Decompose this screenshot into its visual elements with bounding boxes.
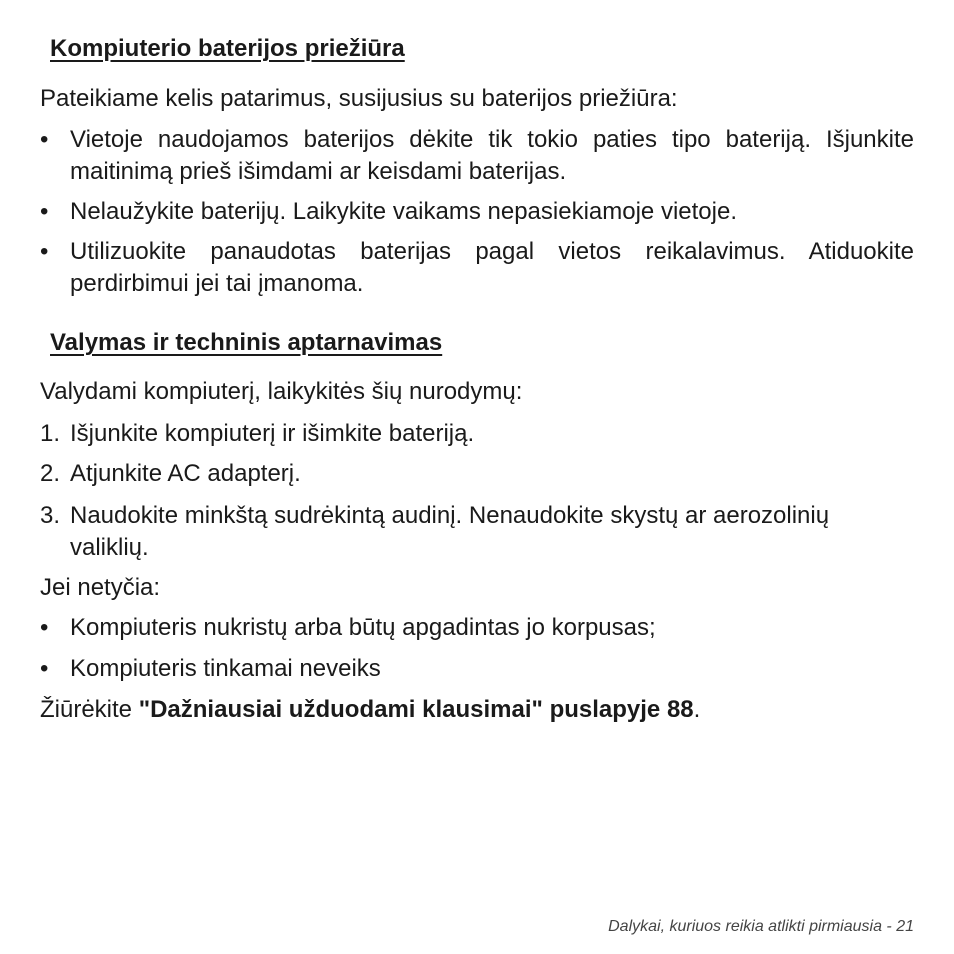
bullet-marker: • — [40, 655, 49, 682]
list-item-text: Nelaužykite baterijų. Laikykite vaikams nepasiekiamoje vietoje. — [70, 198, 737, 225]
battery-intro: Pateikiame kelis patarimus, susijusius su baterijos priežiūra: — [40, 85, 678, 112]
see-prefix: Žiūrėkite — [40, 696, 139, 723]
list-item-text: Atjunkite AC adapterį. — [70, 460, 301, 487]
list-item — [40, 500, 914, 564]
section-heading-cleaning: Valymas ir techninis aptarnavimas — [50, 329, 443, 356]
list-item — [40, 196, 914, 228]
list-item-text: Vietoje naudojamos baterijos dėkite tik tokio paties tipo bateriją. Išjunkite maitinimą prieš išimdami ar keisdami baterijas. — [70, 126, 914, 185]
bullet-marker: • — [40, 238, 49, 265]
page-footer: Dalykai, kuriuos reikia atlikti pirmiausia - 21 — [608, 918, 914, 935]
list-item-text: Kompiuteris tinkamai neveiks — [70, 655, 381, 682]
cleaning-intro: Valydami kompiuterį, laikykitės šių nurodymų: — [40, 378, 523, 405]
step-number: 1. — [40, 420, 61, 447]
faq-link[interactable]: "Dažniausiai užduodami klausimai" puslapyje 88 — [138, 696, 694, 723]
list-item — [40, 612, 914, 644]
list-item — [40, 236, 914, 300]
step-number: 2. — [40, 460, 61, 487]
list-item-text: Utilizuokite panaudotas baterijas pagal vietos reikalavimus. Atiduokite perdirbimui jei tai įmanoma. — [70, 238, 914, 297]
list-item — [40, 418, 914, 450]
list-item — [40, 124, 914, 188]
bullet-marker: • — [40, 614, 49, 641]
step-number: 3. — [40, 502, 61, 529]
section-heading-battery-care: Kompiuterio baterijos priežiūra — [50, 35, 405, 62]
see-reference — [40, 694, 914, 726]
bullet-marker: • — [40, 198, 49, 225]
if-accident-text: Jei netyčia: — [40, 574, 161, 601]
list-item-text: Naudokite minkštą sudrėkintą audinį. Nenaudokite skystų ar aerozolinių valiklių. — [70, 502, 830, 561]
see-suffix: . — [693, 696, 701, 723]
bullet-marker: • — [40, 126, 49, 153]
list-item-text: Kompiuteris nukristų arba būtų apgadintas jo korpusas; — [70, 614, 656, 641]
list-item-text: Išjunkite kompiuterį ir išimkite bateriją. — [70, 420, 475, 447]
list-item — [40, 653, 914, 685]
list-item — [40, 458, 914, 490]
